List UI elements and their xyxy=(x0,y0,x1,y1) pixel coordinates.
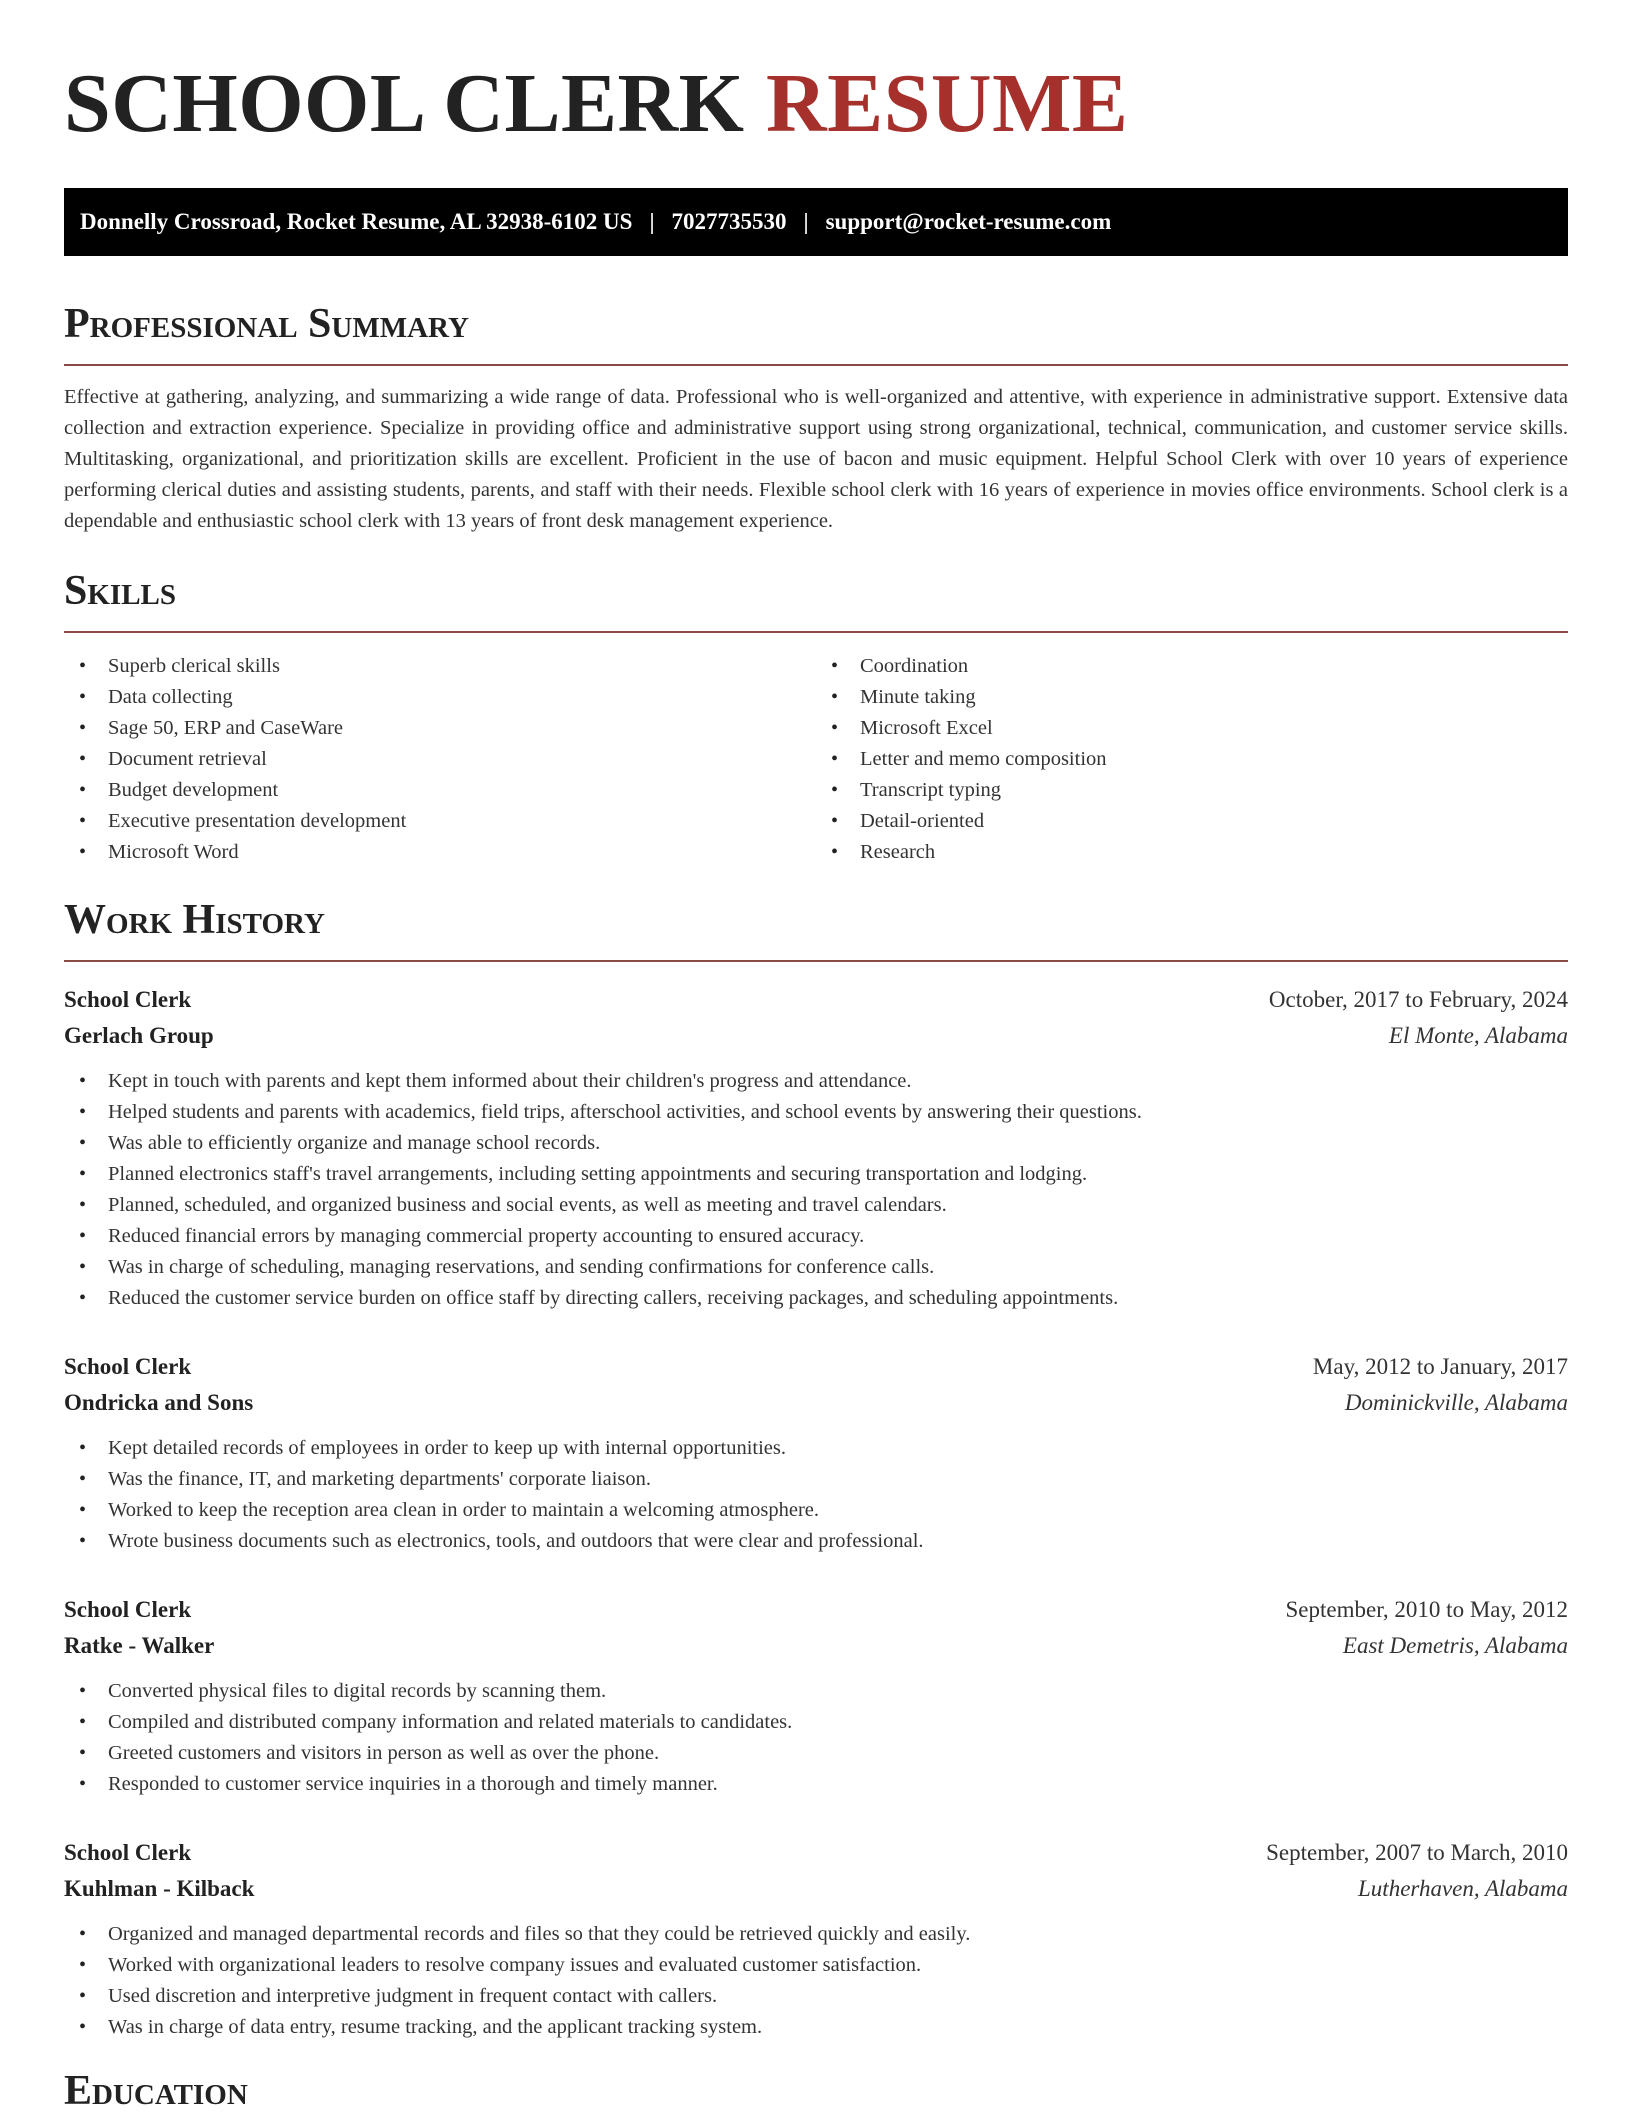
job-duty: • Used discretion and interpretive judgment in frequent contact with callers. xyxy=(64,1981,1568,2012)
skills-columns xyxy=(64,651,1568,868)
job-location: El Monte, Alabama xyxy=(1388,1023,1568,1048)
resume-title xyxy=(64,0,1568,152)
job-duty: • Responded to customer service inquiries in a thorough and timely manner. xyxy=(64,1769,1568,1800)
job-entry xyxy=(64,1349,1568,1557)
job-header-row xyxy=(64,1592,1568,1628)
education-heading: Education xyxy=(64,2068,248,2112)
job-title: School Clerk xyxy=(64,1840,192,1865)
job-duty: • Worked with organizational leaders to resolve company issues and evaluated customer satisfaction. xyxy=(64,1950,1568,1981)
job-duty: • Was able to efficiently organize and manage school records. xyxy=(64,1128,1568,1159)
job-duty: • Organized and managed departmental records and files so that they could be retrieved quickly and easily. xyxy=(64,1919,1568,1950)
job-duty: • Wrote business documents such as electronics, tools, and outdoors that were clear and professional. xyxy=(64,1526,1568,1557)
job-duty: • Reduced the customer service burden on office staff by directing callers, receiving packages, and scheduling appointments. xyxy=(64,1283,1568,1314)
job-duties-list xyxy=(64,1066,1568,1314)
job-duty: • Planned electronics staff's travel arrangements, including setting appointments and securing transportation and lodging. xyxy=(64,1159,1568,1190)
job-title: School Clerk xyxy=(64,1597,192,1622)
job-duty: • Planned, scheduled, and organized business and social events, as well as meeting and travel calendars. xyxy=(64,1190,1568,1221)
skill-item: • Sage 50, ERP and CaseWare xyxy=(64,713,816,744)
skill-item: • Microsoft Excel xyxy=(816,713,1568,744)
job-entry xyxy=(64,1592,1568,1800)
summary-text: Effective at gathering, analyzing, and summarizing a wide range of data. Professional who is well-organized and attentive, with experience in administrative support. Extensive data collection and extraction experience. Specialize in providing office and administrative support using strong organizational, technical, communication, and customer service skills. Multitasking, organizational, and prioritization skills are excellent. Proficient in the use of bacon and music equipment. Helpful School Clerk with over 10 years of experience performing clerical duties and assisting students, parents, and staff with their needs. Flexible school clerk with 16 years of experience in movies office environments. School clerk is a dependable and enthusiastic school clerk with 13 years of front desk management experience. xyxy=(64,386,1568,532)
skills-section xyxy=(64,565,1568,868)
summary-section xyxy=(64,298,1568,537)
job-location: East Demetris, Alabama xyxy=(1342,1633,1568,1658)
contact-separator: | xyxy=(803,209,809,234)
job-duty: • Was in charge of scheduling, managing reservations, and sending confirmations for conference calls. xyxy=(64,1252,1568,1283)
job-duty: • Kept detailed records of employees in order to keep up with internal opportunities. xyxy=(64,1433,1568,1464)
skill-item: • Minute taking xyxy=(816,682,1568,713)
job-duties-list xyxy=(64,1676,1568,1800)
work-history-section xyxy=(64,894,1568,2043)
job-duty: • Was the finance, IT, and marketing departments' corporate liaison. xyxy=(64,1464,1568,1495)
job-company-row xyxy=(64,1628,1568,1664)
job-title: School Clerk xyxy=(64,987,192,1012)
job-company: Ondricka and Sons xyxy=(64,1390,254,1415)
job-duty: • Reduced financial errors by managing commercial property accounting to ensured accuracy. xyxy=(64,1221,1568,1252)
job-duty: • Converted physical files to digital records by scanning them. xyxy=(64,1676,1568,1707)
education-section xyxy=(64,2065,1568,2112)
job-duty: • Was in charge of data entry, resume tracking, and the applicant tracking system. xyxy=(64,2012,1568,2043)
job-entry xyxy=(64,1835,1568,2043)
contact-phone: 7027735530 xyxy=(671,209,787,234)
job-company: Gerlach Group xyxy=(64,1023,214,1048)
job-location: Dominickville, Alabama xyxy=(1344,1390,1568,1415)
skill-item: • Detail-oriented xyxy=(816,806,1568,837)
summary-heading: Professional Summary xyxy=(64,298,1568,366)
contact-bar xyxy=(64,188,1568,256)
skill-item: • Coordination xyxy=(816,651,1568,682)
job-duty: • Worked to keep the reception area clean in order to maintain a welcoming atmosphere. xyxy=(64,1495,1568,1526)
title-main: SCHOOL CLERK xyxy=(64,57,745,150)
job-duty: • Helped students and parents with academics, field trips, afterschool activities, and school events by answering their questions. xyxy=(64,1097,1568,1128)
job-header-row xyxy=(64,982,1568,1018)
job-company: Kuhlman - Kilback xyxy=(64,1876,255,1901)
skills-left-column xyxy=(64,651,816,868)
skills-heading: Skills xyxy=(64,565,1568,633)
job-header-row xyxy=(64,1835,1568,1871)
job-dates: September, 2007 to March, 2010 xyxy=(1266,1840,1568,1865)
job-title: School Clerk xyxy=(64,1354,192,1379)
job-duties-list xyxy=(64,1433,1568,1557)
contact-separator: | xyxy=(649,209,655,234)
skill-item: • Document retrieval xyxy=(64,744,816,775)
job-dates: May, 2012 to January, 2017 xyxy=(1312,1354,1568,1379)
skill-item: • Research xyxy=(816,837,1568,868)
job-duty: • Greeted customers and visitors in person as well as over the phone. xyxy=(64,1738,1568,1769)
job-company-row xyxy=(64,1871,1568,1907)
job-entry xyxy=(64,982,1568,1314)
work-history-heading: Work History xyxy=(64,894,1568,962)
skill-item: • Superb clerical skills xyxy=(64,651,816,682)
skill-item: • Budget development xyxy=(64,775,816,806)
job-duties-list xyxy=(64,1919,1568,2043)
skill-item: • Executive presentation development xyxy=(64,806,816,837)
contact-address: Donnelly Crossroad, Rocket Resume, AL 32938-6102 US xyxy=(80,209,633,234)
job-duty: • Compiled and distributed company information and related materials to candidates. xyxy=(64,1707,1568,1738)
job-dates: September, 2010 to May, 2012 xyxy=(1285,1597,1568,1622)
skills-right-column xyxy=(816,651,1568,868)
job-dates: October, 2017 to February, 2024 xyxy=(1268,987,1568,1012)
contact-email: support@rocket-resume.com xyxy=(825,209,1112,234)
skill-item: • Transcript typing xyxy=(816,775,1568,806)
skill-item: • Data collecting xyxy=(64,682,816,713)
skill-item: • Microsoft Word xyxy=(64,837,816,868)
job-duty: • Kept in touch with parents and kept them informed about their children's progress and attendance. xyxy=(64,1066,1568,1097)
job-company-row xyxy=(64,1018,1568,1054)
job-company-row xyxy=(64,1385,1568,1421)
skill-item: • Letter and memo composition xyxy=(816,744,1568,775)
job-company: Ratke - Walker xyxy=(64,1633,215,1658)
job-location: Lutherhaven, Alabama xyxy=(1358,1876,1568,1901)
job-header-row xyxy=(64,1349,1568,1385)
title-accent: RESUME xyxy=(766,57,1129,150)
